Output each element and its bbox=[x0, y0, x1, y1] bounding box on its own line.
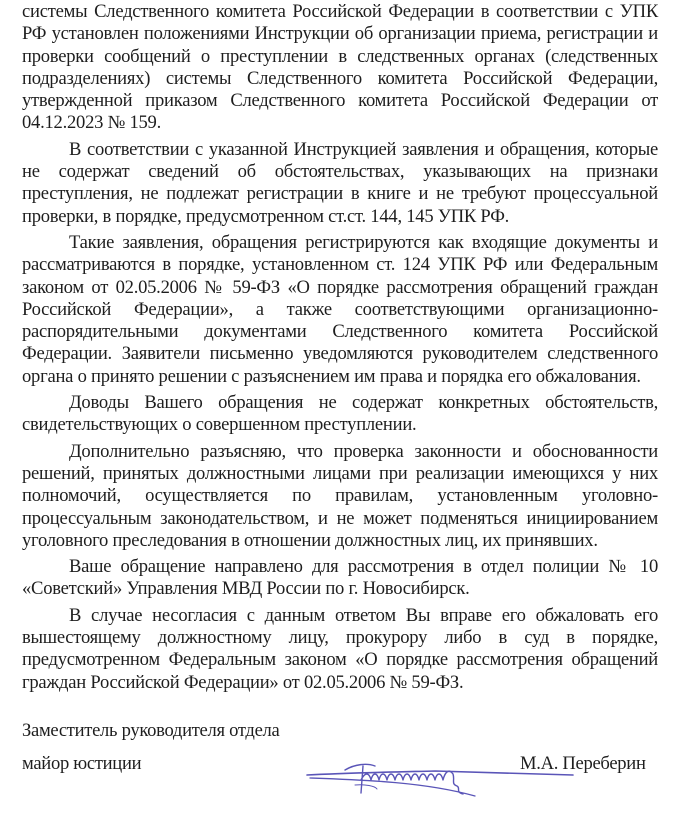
signer-position: Заместитель руководителя отдела bbox=[22, 720, 280, 741]
paragraph-4: Доводы Вашего обращения не содержат конкретных обстоятельств, свидетельствующих о совершенном преступлении. bbox=[22, 392, 658, 436]
handwritten-signature-icon bbox=[305, 758, 575, 808]
signer-name: М.А. Переберин bbox=[520, 753, 646, 774]
paragraph-6: Ваше обращение направлено для рассмотрения в отдел полиции № 10 «Советский» Управления МВД России по г. Новосибирск. bbox=[22, 556, 658, 600]
paragraph-7: В случае несогласия с данным ответом Вы вправе его обжаловать его вышестоящему должностному лицу, прокурору либо в суд в порядке, предусмотренном Федеральным законом «О порядке рассмотрения обращений граждан Российской Федерации» от 02.05.2006 № 59-ФЗ. bbox=[22, 604, 658, 693]
letter-body bbox=[22, 1, 658, 698]
paragraph-2: В соответствии с указанной Инструкцией заявления и обращения, которые не содержат сведений об обстоятельствах, указывающих на признаки преступления, не подлежат регистрации в книге и не требуют процессуальной проверки, в порядке, предусмотренном ст.ст. 144, 145 УПК РФ. bbox=[22, 138, 658, 227]
paragraph-3: Такие заявления, обращения регистрируются как входящие документы и рассматриваются в порядке, установленном ст. 124 УПК РФ или Федеральным законом от 02.05.2006 № 59-ФЗ «О порядке рассмотрения обращений граждан Российской Федерации», а также соответствующими организационно-распорядительными документами Следственного комитета Российской Федерации. Заявители письменно уведомляются руководителем следственного органа о принято решении с разъяснением им права и порядка его обжалования. bbox=[22, 231, 658, 387]
paragraph-5: Дополнительно разъясняю, что проверка законности и обоснованности решений, принятых должностными лицами при реализации имеющихся у них полномочий, осуществляется по правилам, установленным уголовно-процессуальным законодательством, и не может подменяться инициированием уголовного преследования в отношении должностных лиц, их принявших. bbox=[22, 440, 658, 551]
signer-rank: майор юстиции bbox=[22, 753, 142, 774]
paragraph-1: системы Следственного комитета Российской Федерации в соответствии с УПК РФ установлен положениями Инструкции об организации приема, регистрации и проверки сообщений о преступлении в следственных органах (следственных подразделениях) системы Следственного комитета Российской Федерации, утвержденной приказом Следственного комитета Российской Федерации от 04.12.2023 № 159. bbox=[22, 1, 658, 134]
